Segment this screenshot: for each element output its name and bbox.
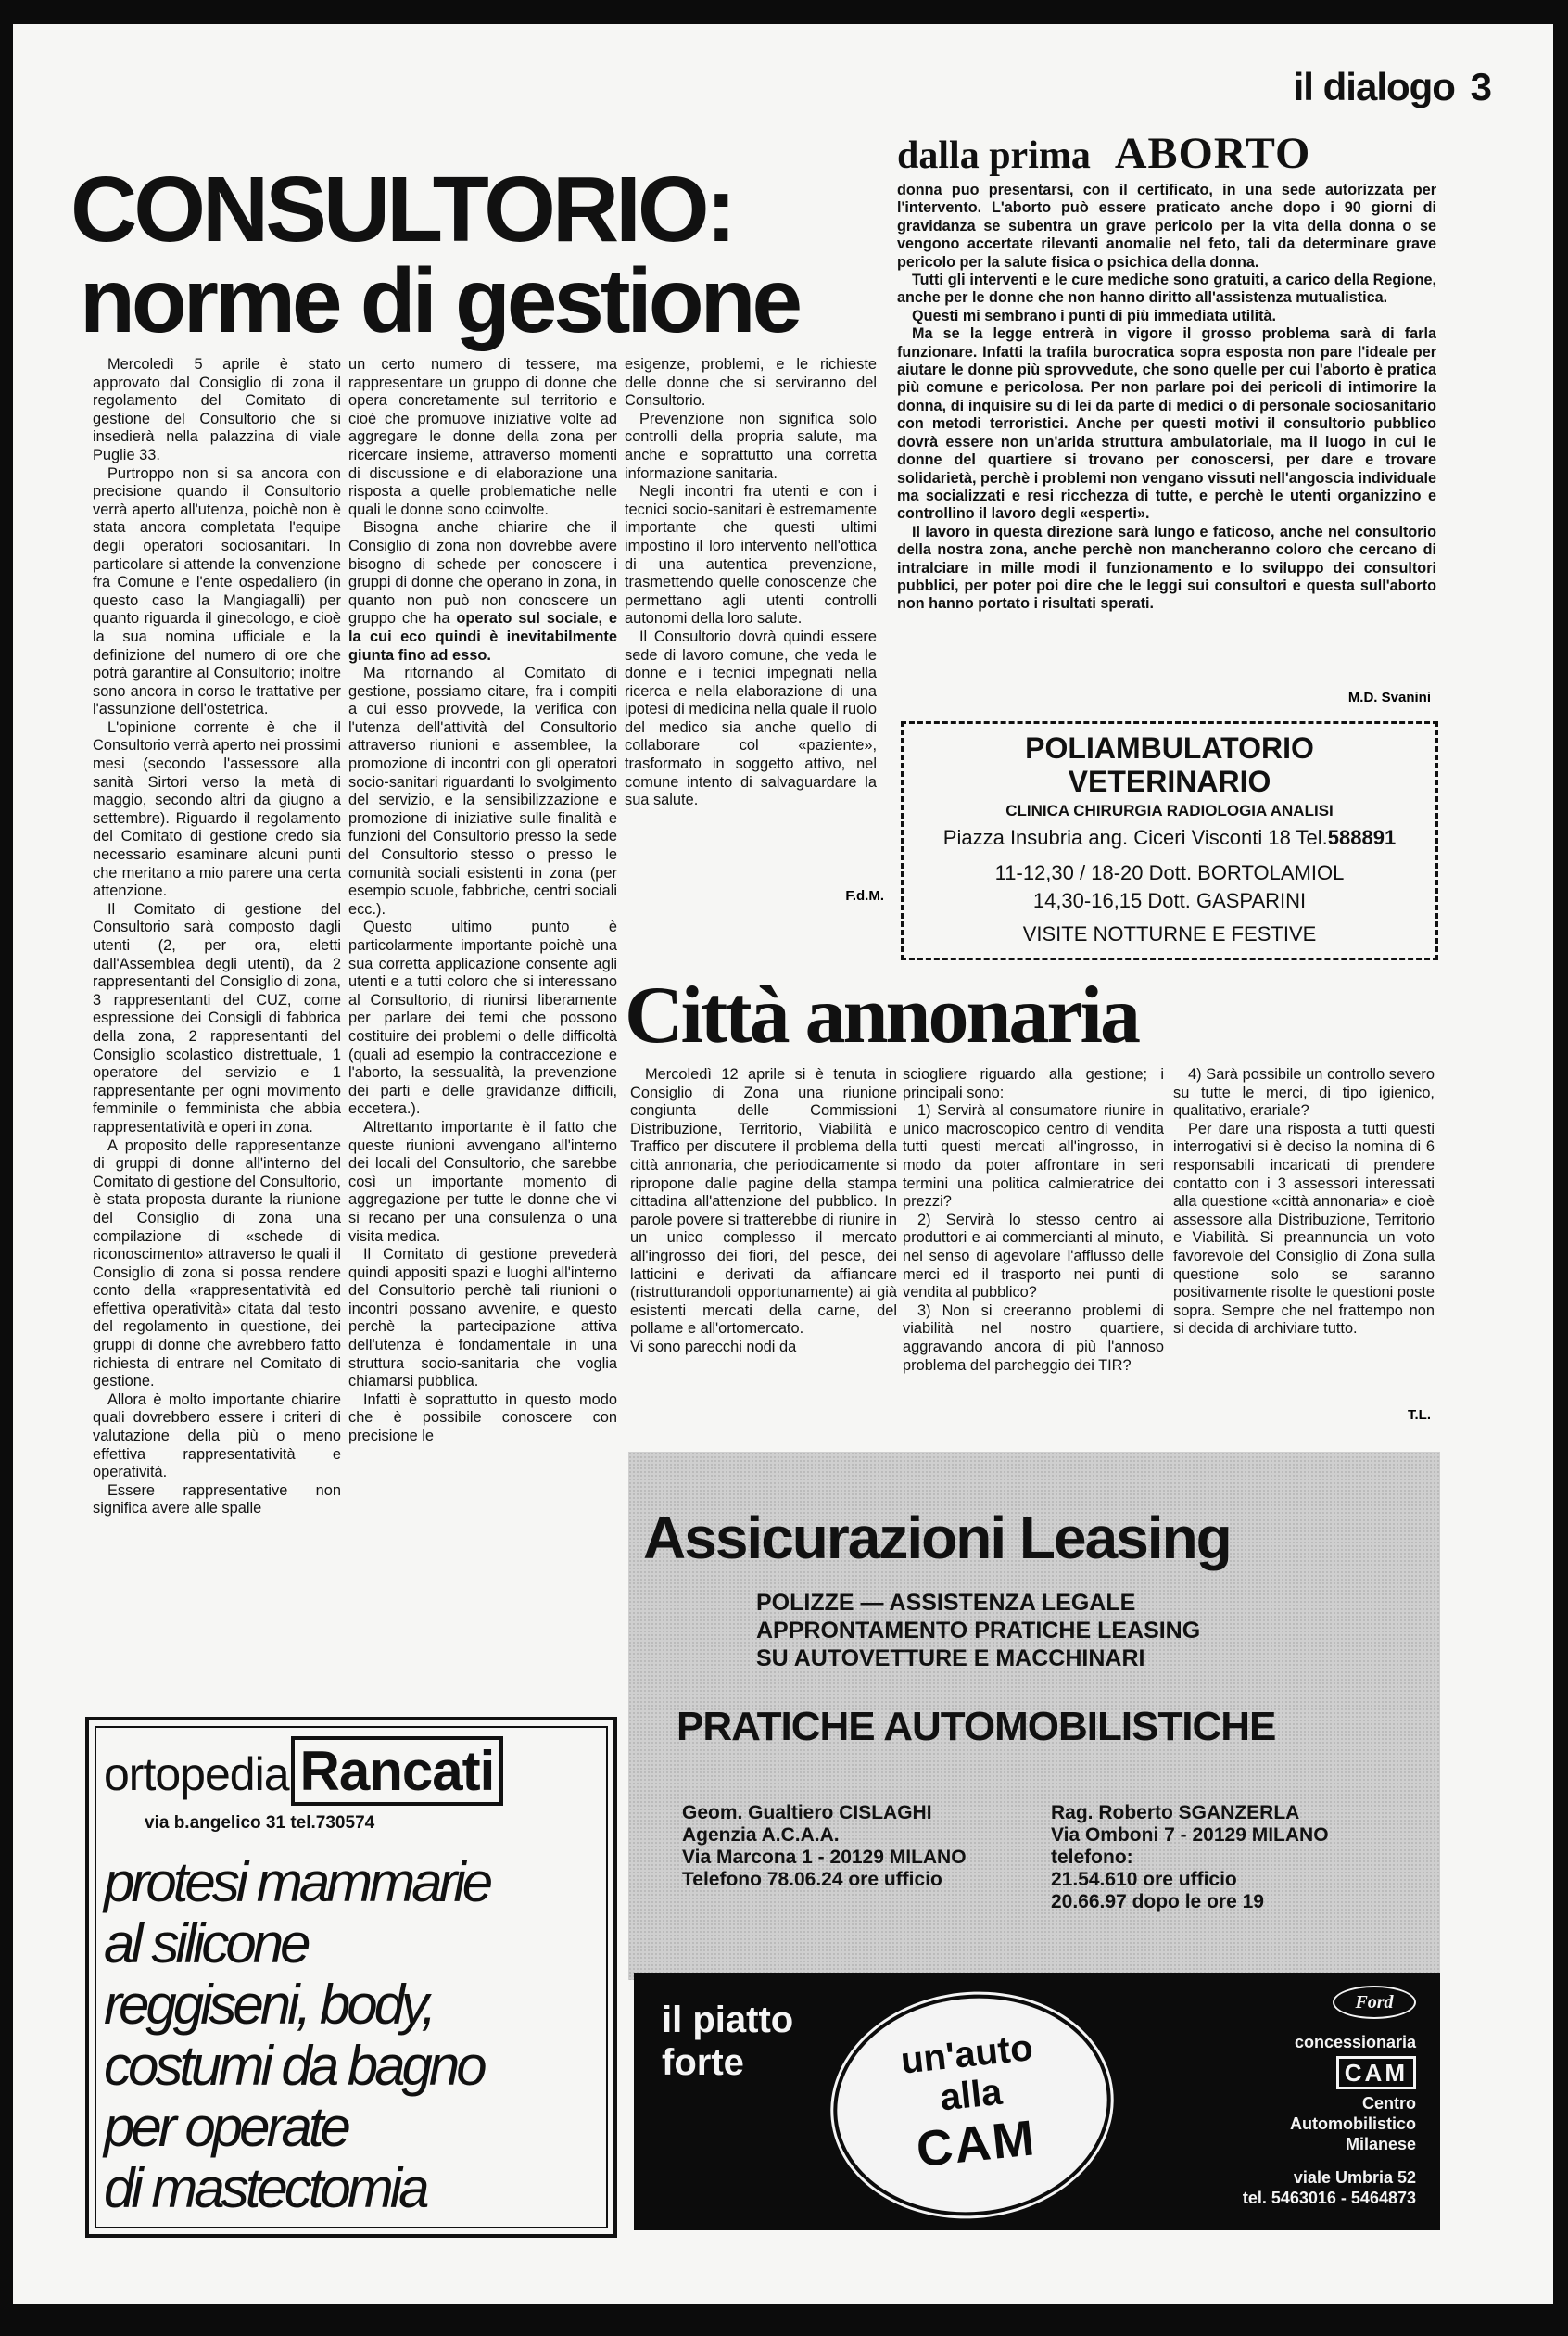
cam-name-3: Milanese <box>1345 2135 1416 2153</box>
contact-line: 20.66.97 dopo le ore 19 <box>1051 1891 1264 1912</box>
ortopedia-address: via b.angelico 31 tel.730574 <box>145 1813 375 1833</box>
contact-line: Telefono 78.06.24 ore ufficio <box>682 1869 942 1890</box>
ortopedia-line: costumi da bagno <box>104 2035 484 2097</box>
masthead-title: il dialogo <box>1293 65 1455 108</box>
page-number: 3 <box>1470 65 1491 108</box>
cam-name-2: Automobilistico <box>1290 2114 1416 2133</box>
paragraph: Purtroppo non si sa ancora con precisione quando il Consultorio verrà aperto all'utenza, poichè non è stata ancora completata l'equipe degli operatori sociosanitari. In particolare si attende la convenzione fra Comune e l'ente ospedaliero (in questo caso la Mangiagalli) per quanto riguarda il ginecologo, e cioè la sua nomina ufficiale e la definizione del numero di ore che potrà garantire al Consultorio; inoltre sono ancora in corso le trattative per l'assunzione dell'ostetrica. <box>93 464 341 718</box>
cam-slogan-line2: forte <box>662 2042 744 2083</box>
aborto-heading <box>897 128 1453 179</box>
ortopedia-brand-light: ortopedia <box>104 1748 289 1800</box>
vet-ad-hours1: 11-12,30 / 18-20 Dott. BORTOLAMIOL <box>994 861 1345 884</box>
paragraph-text: un certo numero di tessere, ma rappresentare un gruppo di donne che opera concretamente sul territorio e cioè che promuove iniziative volte ad aggregare le donne della zona per ricercare insieme, attraverso momenti di discussione e di elaborazione una risposta a quelle problematiche nelle quali le donne sono coinvolte. <box>348 356 617 518</box>
annonaria-column-1 <box>630 1066 897 1437</box>
ortopedia-text <box>104 1852 489 2219</box>
annonaria-headline: Città annonaria <box>625 971 1138 1060</box>
paragraph: donna puo presentarsi, con il certificato, in una sede autorizzata per l'intervento. L'aborto può essere praticato anche dopo i 90 giorni di gravidanza se subentra un grave pericolo per la vita della donna o se vengono accertate rilevanti anomalie nel feto, tali da determinare grave pericolo per la salute fisica o psichica della donna. <box>897 182 1436 271</box>
paragraph: Ma ritornando al Comitato di gestione, possiamo citare, fra i compiti a cui esso provvede, la verifica con l'utenza dell'attività del Consultorio attraverso riunioni e assemblee, la promozione di incontri con gli operatori socio-sanitari riguardanti lo svolgimento del servizio, e la sensibilizzazione e promozione di iniziative sulle finalità e funzioni del Consultorio presso la sede del Consultorio stesso o presso le comunità sociali esistenti in zona (per esempio scuole, fabbriche, centri sociali ecc.). <box>348 665 617 918</box>
cam-phone: tel. 5463016 - 5464873 <box>1242 2189 1416 2207</box>
cam-oval-line2: alla <box>938 2071 1005 2119</box>
vet-ad-phone: 588891 <box>1327 826 1397 849</box>
vet-ad-hours2: 14,30-16,15 Dott. GASPARINI <box>1032 889 1307 912</box>
consultorio-headline-2: norme di gestione <box>80 249 800 351</box>
paragraph: esigenze, problemi, e le richieste delle donne che si serviranno del Consultorio. <box>625 356 877 410</box>
ortopedia-line: reggiseni, body, <box>104 1974 434 2036</box>
paragraph: Il lavoro in questa direzione sarà lungo e faticoso, anche nel consultorio della nostra zona, anche perchè non mancheranno coloro che cercano di intralciare in mille modi il funzionamento e lo sviluppo dei consultori pubblici, per poter poi dire che le leggi sui consultori e questa sull'aborto non hanno portato i risultati sperati. <box>897 523 1436 613</box>
leasing-title: Assicurazioni Leasing <box>643 1504 1231 1571</box>
vet-ad <box>901 721 1438 960</box>
cam-dealer-info <box>1243 2032 1416 2208</box>
ortopedia-line: per operate <box>104 2096 348 2158</box>
leasing-ad <box>628 1452 1440 1980</box>
contact-line: Agenzia A.C.A.A. <box>682 1824 840 1846</box>
contact-line: 21.54.610 ore ufficio <box>1051 1869 1237 1890</box>
paragraph: Il Comitato di gestione prevederà quindi appositi spazi e luoghi all'interno del Consultorio perchè tali riunioni o incontri possano avvenire, e questo perchè la partecipazione attiva dell'utenza è fondamentale in una struttura socio-sanitaria che voglia chiamarsi pubblica. <box>348 1246 617 1390</box>
paragraph: L'opinione corrente è che il Consultorio verrà aperto nei prossimi mesi (secondo l'assessore alla sanità Sirtori verso la metà di maggio, secondo altri da giugno a settembre). Riguardo il regolamento del Comitato di gestione credo sia necessario esaminare alcuni punti che meritano a mio parere una certa attenzione. <box>93 718 341 900</box>
paragraph: sciogliere riguardo alla gestione; i principali sono: <box>903 1066 1164 1101</box>
vet-ad-footer: VISITE NOTTURNE E FESTIVE <box>1022 922 1317 946</box>
annonaria-column-3 <box>1173 1066 1435 1428</box>
consultorio-headline-1: CONSULTORIO: <box>70 158 733 261</box>
paragraph <box>348 356 617 519</box>
paragraph: 2) Servirà lo stesso centro ai produttori e ai commercianti al minuto, nel senso di agevolare l'afflusso delle merci ed il trasporto nei punti di vendita al pubblico? <box>903 1211 1164 1301</box>
paragraph: Vi sono parecchi nodi da <box>630 1338 797 1355</box>
contact-line: Rag. Roberto SGANZERLA <box>1051 1802 1300 1823</box>
cam-oval-logo: CAM <box>914 2110 1039 2178</box>
leasing-service-3: SU AUTOVETTURE E MACCHINARI <box>756 1645 1145 1671</box>
paragraph: Negli incontri fra utenti e con i tecnici socio-sanitari è estremamente importante che questi ultimi impostino il loro intervento nell'ottica di una autentica prevenzione, trasmettendo quelle conoscenze che permettano agli utenti controlli autonomi della loro salute. <box>625 483 877 628</box>
ford-logo <box>1333 1986 1416 2019</box>
cam-logo: CAM <box>1336 2056 1416 2089</box>
cam-ad <box>634 1973 1440 2230</box>
paragraph: Infatti è soprattutto in questo modo che è possibile conoscere con precisione le <box>348 1390 617 1445</box>
paragraph: Questo ultimo punto è particolarmente importante poichè una sua corretta applicazione consente agli utenti e a tutti coloro che si interessano al Consultorio, di riunirsi liberamente per parlare dei temi che possono costituire dei problemi o delle difficoltà (quali ad esempio la contraccezione e l'aborto, la sessualità, la prevenzione dei parti e delle gravidanze difficili, eccetera.). <box>348 919 617 1118</box>
ford-logo-text: Ford <box>1355 1992 1394 2012</box>
consultorio-column-2 <box>348 356 617 1728</box>
ortopedia-line: protesi mammarie <box>104 1851 490 1913</box>
aborto-body <box>897 182 1436 701</box>
cam-address: viale Umbria 52 <box>1293 2168 1416 2187</box>
ortopedia-brand <box>104 1739 503 1803</box>
aborto-kicker: dalla prima <box>897 134 1091 177</box>
paragraph: 4) Sarà possibile un controllo severo su tutte le merci, di tipo igienico, qualitativo, erariale? <box>1173 1066 1435 1120</box>
paragraph: Essere rappresentative non significa avere alle spalle <box>93 1481 341 1517</box>
cam-name-1: Centro <box>1362 2094 1416 2113</box>
highlighted-text: operato sul sociale, e la cui eco quindi è inevitabilmente giunta fino ad esso. <box>348 610 617 664</box>
paragraph: Tutti gli interventi e le cure mediche sono gratuiti, a carico della Regione, anche per le donne che non hanno diritto all'assistenza mutualistica. <box>897 272 1436 307</box>
paragraph: Mercoledì 12 aprile si è tenuta in Consiglio di Zona una riunione congiunta delle Commissioni Distribuzione, Territorio, Viabilità e Traffico per discutere il problema della città annonaria, che periodicamente si ripropone dalle pagine della stampa cittadina all'attenzione del pubblico. In parole povere si tratterebbe di riunire in un unico complesso il mercato all'ingrosso dei fiori, del pesce, dei latticini e derivati da affiancare (ristrutturandoli opportunamente) ai già esistenti mercati della carne, del pollame e all'ortomercato. <box>630 1066 897 1338</box>
paragraph <box>348 519 617 665</box>
paragraph-text: Bisogna anche chiarire che il Consiglio di zona non dovrebbe avere bisogno di schede per conoscere i gruppi di donne che operano in zona, in quanto non può non conoscere un gruppo che ha <box>348 519 617 628</box>
cam-label: concessionaria <box>1294 2033 1416 2051</box>
paragraph: Altrettanto importante è il fatto che queste riunioni avvengano all'interno dei locali del Consultorio, che sarebbe così un importante momento di aggregazione per tutte le donne che vi si recano per una consulenza o una visita medica. <box>348 1118 617 1245</box>
cam-oval-line1: un'auto <box>898 2026 1035 2082</box>
contact-line: Via Marcona 1 - 20129 MILANO <box>682 1847 967 1868</box>
contact-line: Geom. Gualtiero CISLAGHI <box>682 1802 932 1823</box>
paragraph: Mercoledì 5 aprile è stato approvato dal Consiglio di zona il regolamento del Comitato di gestione del Consultorio che si insedierà nella palazzina di viale Puglie 33. <box>93 356 341 463</box>
consultorio-column-3 <box>625 356 877 912</box>
aborto-title: ABORTO <box>1114 129 1311 178</box>
leasing-contact-right <box>1051 1802 1329 1913</box>
annonaria-column-2 <box>903 1066 1164 1437</box>
paragraph: 1) Servirà al consumatore riunire in unico macroscopico centro di vendita tutti questi mercati all'ingrosso, in modo da poter affrontare in seri termini una politica calmieratrice dei prezzi? <box>903 1102 1164 1211</box>
cam-slogan <box>662 1999 793 2084</box>
paragraph: Prevenzione non significa solo controlli della propria salute, ma anche e soprattutto una corretta informazione sanitaria. <box>625 410 877 482</box>
vet-ad-line3: CLINICA CHIRURGIA RADIOLOGIA ANALISI <box>1005 802 1334 819</box>
leasing-contact-left <box>682 1802 967 1891</box>
ortopedia-brand-bold: Rancati <box>291 1736 504 1806</box>
ortopedia-line: al silicone <box>104 1912 308 1974</box>
paragraph: Il Comitato di gestione del Consultorio sarà composto dagli utenti (2, per ora, eletti dall'Assemblea degli utenti), da 2 rappresentanti del Consiglio di zona, 3 rappresentanti del CUZ, come espressione dei Consigli di fabbrica della zona, 2 rappresentanti del Consiglio scolastico distrettuale, 1 operatore del servizio e 1 rappresentante per ogni movimento femminile o femminista che abbia rappresentatività e operi in zona. <box>93 900 341 1136</box>
consultorio-signature: F.d.M. <box>845 888 884 904</box>
leasing-service-2: APPRONTAMENTO PRATICHE LEASING <box>756 1618 1201 1644</box>
paragraph: Allora è molto importante chiarire quali dovrebbero essere i criteri di valutazione della più o meno effettiva rappresentatività e operatività. <box>93 1390 341 1481</box>
annonaria-signature: T.L. <box>1408 1407 1431 1423</box>
newspaper-page <box>13 24 1553 2304</box>
vet-ad-line1: POLIAMBULATORIO <box>1025 731 1314 765</box>
consultorio-column-1 <box>93 356 341 1728</box>
cam-oval <box>822 1981 1121 2229</box>
ortopedia-ad <box>85 1717 617 2238</box>
masthead <box>1213 65 1491 111</box>
vet-ad-address: Piazza Insubria ang. Ciceri Visconti 18 Tel. <box>942 826 1328 849</box>
paragraph: Il Consultorio dovrà quindi essere sede di lavoro comune, che veda le donne e i tecnici impegnati nella ricerca e nella elaborazione di una ipotesi di medicina nella quale il ruolo del medico sia anche quello di collaborare col «paziente», trasformato in soggetto attivo, nel comune intento di salvaguardare la sua salute. <box>625 628 877 809</box>
contact-line: telefono: <box>1051 1847 1133 1868</box>
aborto-signature: M.D. Svanini <box>1347 690 1431 705</box>
vet-ad-line2: VETERINARIO <box>1068 765 1271 798</box>
paragraph: Per dare una risposta a tutti questi interrogativi si è deciso la nomina di 6 responsabili incaricati di prendere contatto con i 3 assessori interessati alla questione «città annonaria» e cioè assessore alla Distribuzione, Territorio e Viabilità. Si preannuncia un voto favorevole del Consiglio di Zona sulla questione solo se saranno positivamente risolte le questioni poste sopra. Sempre che nel frattempo non si decida di archiviare tutto. <box>1173 1120 1435 1338</box>
paragraph: Questi mi sembrano i punti di più immediata utilità. <box>912 307 1277 324</box>
ortopedia-line: di mastectomia <box>104 2157 426 2219</box>
leasing-subtitle: PRATICHE AUTOMOBILISTICHE <box>677 1704 1276 1749</box>
cam-slogan-line1: il piatto <box>662 2000 794 2040</box>
vet-ad-address-row <box>904 826 1435 850</box>
paragraph: 3) Non si creeranno problemi di viabilità nel nostro quartiere, aggravando ancora di più l'annoso problema del parcheggio dei TIR? <box>903 1301 1164 1374</box>
leasing-services <box>756 1589 1200 1672</box>
paragraph: A proposito delle rappresentanze di gruppi di donne all'interno del Comitato di gestione del Consultorio, è stata proposta durante la riunione del Consiglio di zona una compilazione di «schede di riconoscimento» attraverso le quali il Consiglio di zona si possa rendere conto della «rappresentatività ed effettiva operatività» citata dal testo del regolamento in questione, dei gruppi di donne che avrebbero fatto richiesta di entrare nel Comitato di gestione. <box>93 1136 341 1390</box>
leasing-service-1: POLIZZE — ASSISTENZA LEGALE <box>756 1590 1136 1616</box>
paragraph: Ma se la legge entrerà in vigore il grosso problema sarà di farla funzionare. Infatti la trafila burocratica sopra esposta non pare l'ideale per aiutare le donne più sprovvedute, che sono quelle per cui l'aborto è pratica più comune e pericolosa. Per non parlare poi dei pericoli di intimorire la donna, di inquisire su di lei da parte di medici o di personale sociosanitario con metodi terroristici. Anche per questi motivi il consultorio pubblico dovrà essere non un'arida struttura ambulatoriale, ma il luogo in cui le donne del quartiere si trovano per conoscersi, per dare e trovare solidarietà, perchè i problemi non vengano vissuti nell'angoscia individuale ma socializzati e resi ricchezza di tutte, e perchè le utenti organizzino e controllino il lavoro degli «esperti». <box>897 325 1436 523</box>
contact-line: Via Omboni 7 - 20129 MILANO <box>1051 1824 1329 1846</box>
